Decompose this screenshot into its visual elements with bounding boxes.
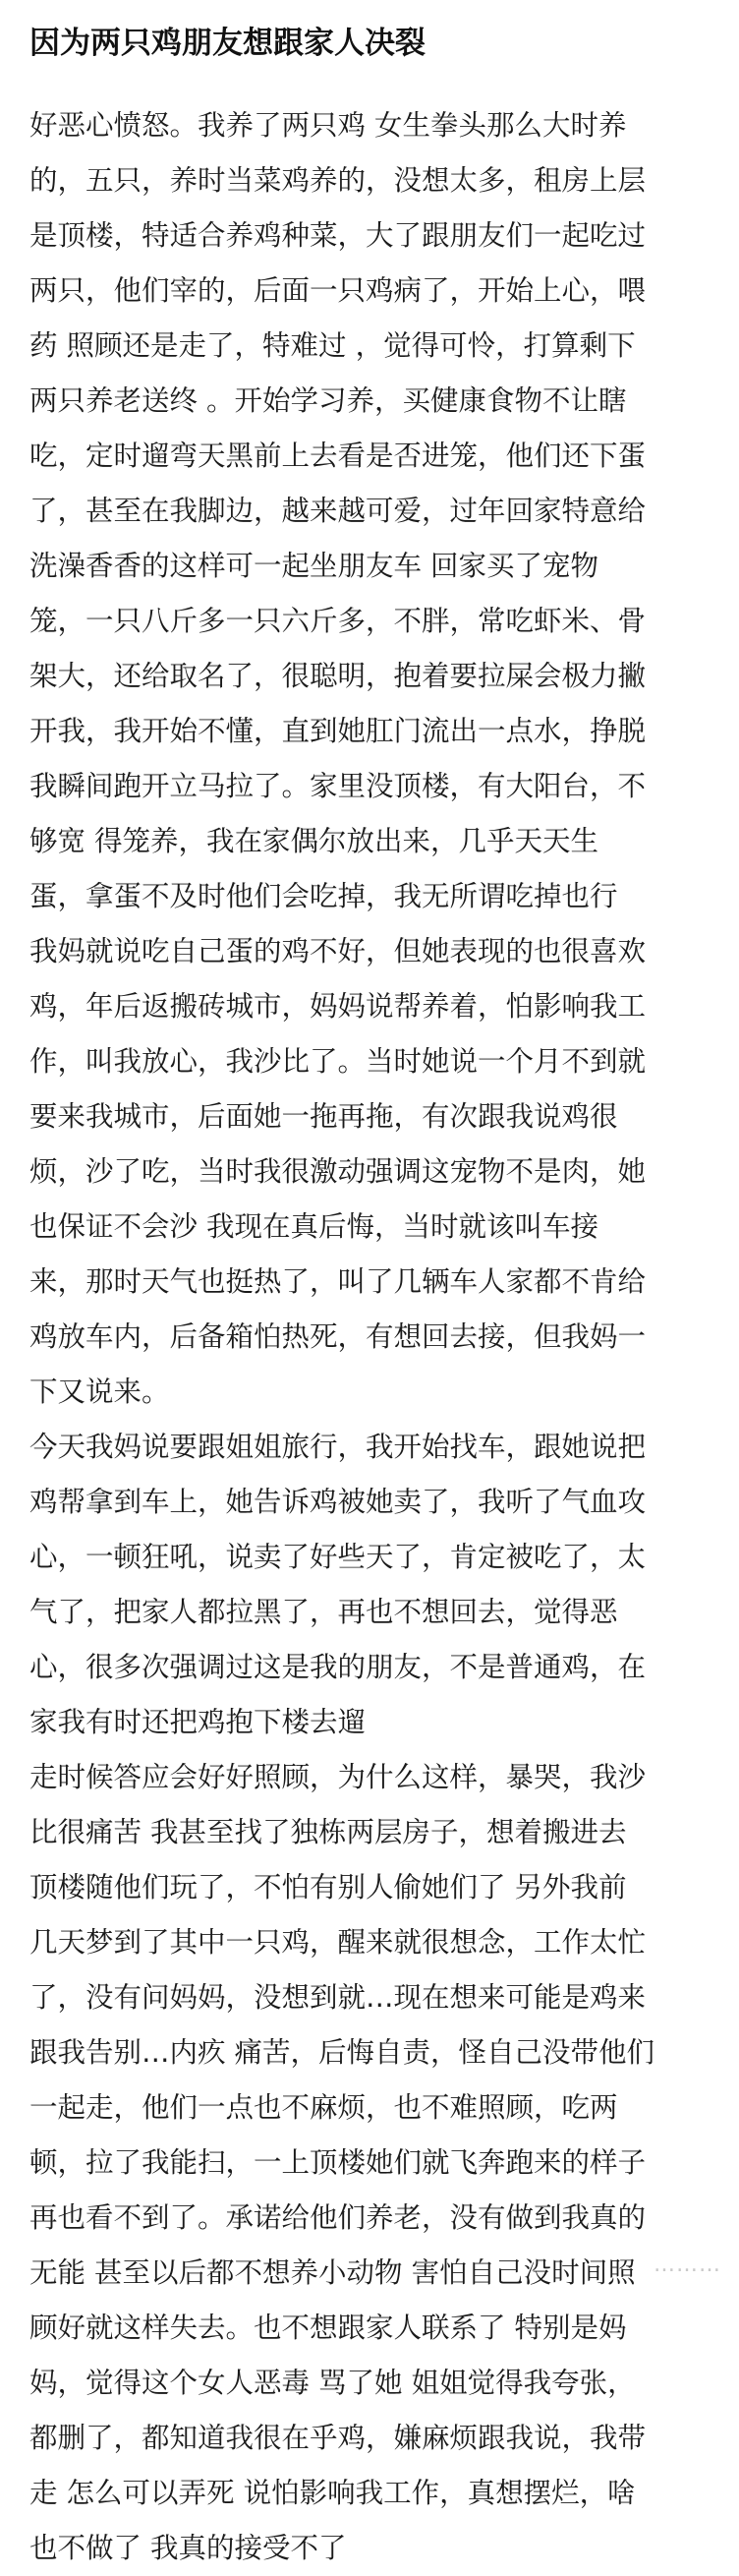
post-body-line: 开我，我开始不懂，直到她肛门流出一点水，挣脱 [29, 715, 647, 747]
post-body-line: 无能 甚至以后都不想养小动物 害怕自己没时间照 [29, 2256, 636, 2289]
post-body-line: 来，那时天气也挺热了，叫了几辆车人家都不肯给 [29, 1265, 647, 1298]
post-body-line: 今天我妈说要跟姐姐旅行，我开始找车，跟她说把 [29, 1431, 647, 1463]
post-body-line: 两只养老送终 。开始学习养，买健康食物不让瞎 [29, 384, 627, 417]
post-body-line: 作，叫我放心，我沙比了。当时她说一个月不到就 [29, 1045, 647, 1078]
post-body-line: 架大，还给取名了，很聪明，抱着要拉屎会极力撇 [29, 660, 647, 692]
post-body-line: 鸡，年后返搬砖城市，妈妈说帮养着，怕影响我工 [29, 990, 647, 1023]
post-title: 因为两只鸡朋友想跟家人决裂 [29, 26, 426, 61]
post-body-line: 再也看不到了。承诺给他们养老，没有做到我真的 [29, 2201, 647, 2234]
post-body-line: 家我有时还把鸡抱下楼去遛 [29, 1706, 367, 1738]
post-body-line: 的，五只，养时当菜鸡养的，没想太多，租房上层 [29, 164, 647, 197]
post-body-line: 够宽 得笼养，我在家偶尔放出来，几乎天天生 [29, 825, 599, 857]
post-body-line: 走时候答应会好好照顾，为什么这样，暴哭，我沙 [29, 1761, 647, 1793]
post-body-line: 心，很多次强调过这是我的朋友，不是普通鸡，在 [29, 1651, 647, 1683]
post-body-line: 顾好就这样失去。也不想跟家人联系了 特别是妈 [29, 2312, 627, 2344]
post-body-line: 了，没有问妈妈，没想到就…现在想来可能是鸡来 [29, 1981, 647, 2014]
post-body-line: 了，甚至在我脚边，越来越可爱，过年回家特意给 [29, 495, 647, 527]
post-body-line: 几天梦到了其中一只鸡，醒来就很想念，工作太忙 [29, 1926, 647, 1959]
post-body-line: 鸡帮拿到车上，她告诉鸡被她卖了，我听了气血攻 [29, 1486, 647, 1518]
post-body-line: 要来我城市，后面她一拖再拖，有次跟我说鸡很 [29, 1100, 618, 1133]
post-body-line: 药 照顾还是走了，特难过 ，觉得可怜，打算剩下 [29, 329, 636, 362]
post-body-line: 一起走，他们一点也不麻烦，也不难照顾，吃两 [29, 2091, 618, 2124]
post-body-line: 心，一顿狂吼，说卖了好些天了，肯定被吃了，太 [29, 1541, 647, 1573]
post-body-line: 妈，觉得这个女人恶毒 骂了她 姐姐觉得我夸张， [29, 2367, 636, 2399]
post-body-line: 下又说来。 [29, 1376, 170, 1408]
post-body-line: 也不做了 我真的接受不了 [29, 2532, 347, 2564]
post-body [29, 98, 717, 2576]
post-body-line: 气了，把家人都拉黑了，再也不想回去，觉得恶 [29, 1596, 618, 1628]
post-body-line: 烦，沙了吃，当时我很激动强调这宠物不是肉，她 [29, 1155, 647, 1188]
post-body-line: 走 怎么可以弄死 说怕影响我工作，真想摆烂，啥 [29, 2477, 636, 2509]
post-body-line: 鸡放车内，后备箱怕热死，有想回去接，但我妈一 [29, 1320, 647, 1353]
post-body-line: 我妈就说吃自己蛋的鸡不好，但她表现的也很喜欢 [29, 935, 647, 967]
post-body-line: 顿，拉了我能扫，一上顶楼她们就飞奔跑来的样子 [29, 2146, 647, 2179]
post-body-line: 笼，一只八斤多一只六斤多，不胖，常吃虾米、骨 [29, 605, 647, 637]
post-body-line: 也保证不会沙 我现在真后悔，当时就该叫车接 [29, 1210, 599, 1243]
post-body-line: 吃，定时遛弯天黑前上去看是否进笼，他们还下蛋 [29, 439, 647, 472]
post-body-line: 是顶楼，特适合养鸡种菜，大了跟朋友们一起吃过 [29, 219, 647, 252]
post-body-line: 跟我告别…内疚 痛苦，后悔自责，怪自己没带他们 [29, 2036, 655, 2069]
post-body-line: 都删了，都知道我很在乎鸡，嫌麻烦跟我说，我带 [29, 2422, 647, 2454]
post-body-line: 好恶心愤怒。我养了两只鸡 女生拳头那么大时养 [29, 109, 627, 142]
post-body-line: 洗澡香香的这样可一起坐朋友车 回家买了宠物 [29, 550, 599, 582]
watermark: ……… [654, 2253, 721, 2277]
post-body-line: 我瞬间跑开立马拉了。家里没顶楼，有大阳台，不 [29, 770, 647, 802]
post-body-line: 顶楼随他们玩了，不怕有别人偷她们了 另外我前 [29, 1871, 627, 1903]
post-body-line: 蛋，拿蛋不及时他们会吃掉，我无所谓吃掉也行 [29, 880, 618, 912]
post-body-line: 比很痛苦 我甚至找了独栋两层房子，想着搬进去 [29, 1816, 627, 1848]
post-body-line: 两只，他们宰的，后面一只鸡病了，开始上心，喂 [29, 274, 647, 307]
